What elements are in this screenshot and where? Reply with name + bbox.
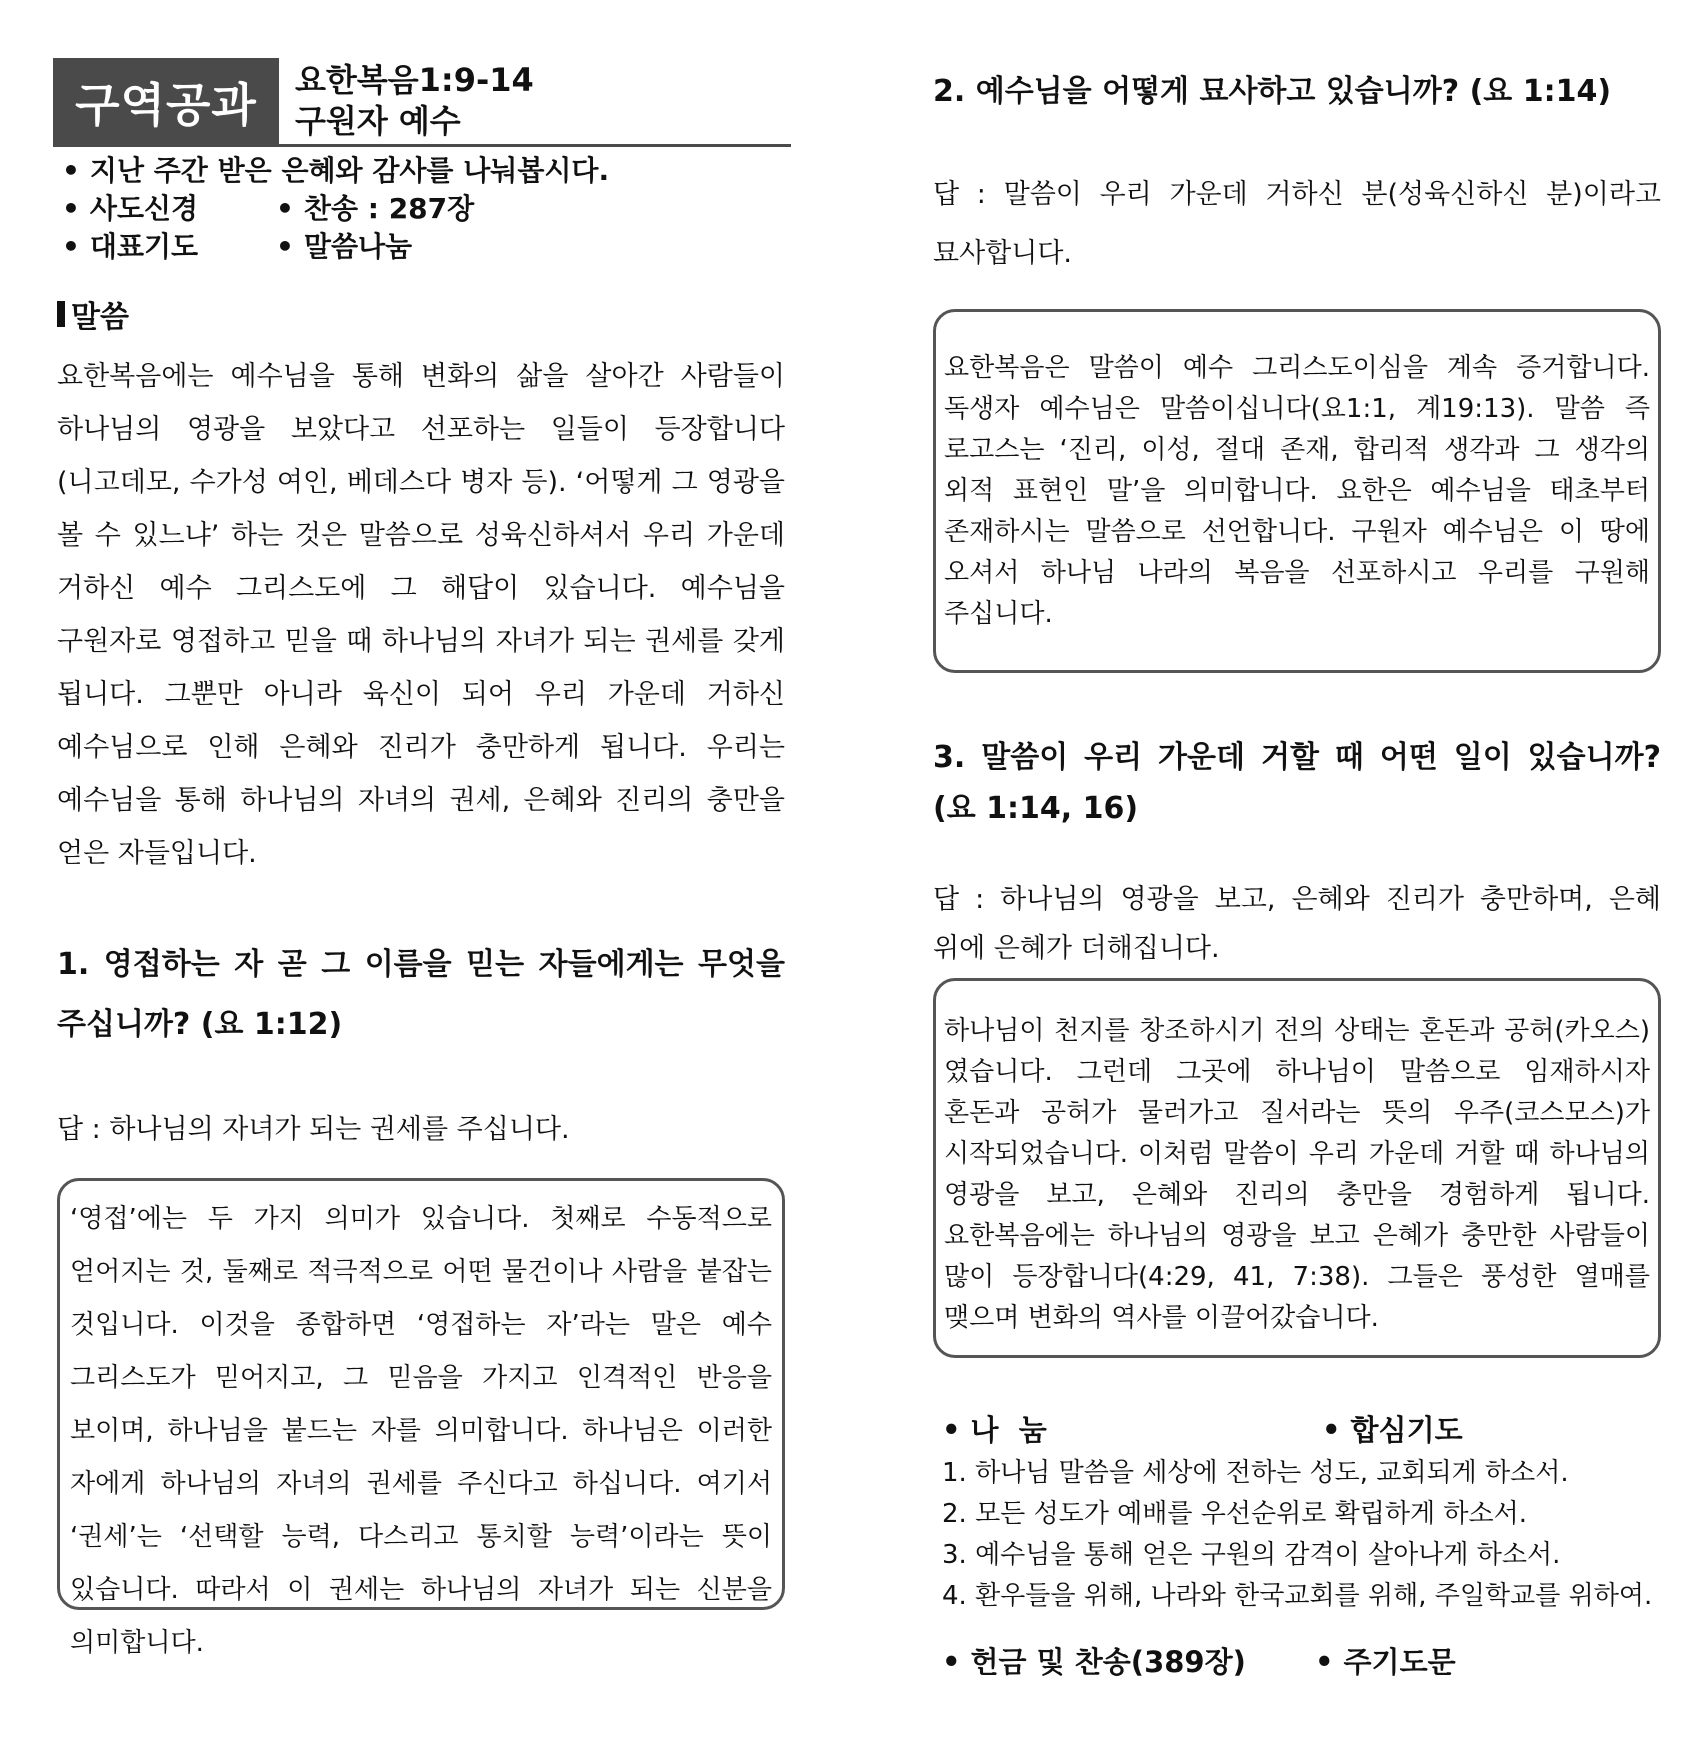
agenda-text: 말씀나눔: [303, 230, 413, 263]
word-body: 요한복음에는 예수님을 통해 변화의 삶을 살아간 사람들이 하나님의 영광을 보았다고 선포하는 일들이 등장합니다(니고데모, 수가성 여인, 베데스다 병자 등). ‘어떻게 그 영광을 볼 수 있느냐’ 하는 것은 말씀으로 성육신하셔서 우리 가운데 거하신 예수 그리스도에 그 해답이 있습니다. 예수님을 구원자로 영접하고 믿을 때 하나님의 자녀가 되는 권세를 갖게 됩니다. 그뿐만 아니라 육신이 되어 우리 가운데 거하신 예수님으로 인해 은혜와 진리가 충만하게 됩니다. 우리는 예수님을 통해 하나님의 자녀의 권세, 은혜와 진리의 충만을 얻은 자들입니다.: [57, 361, 785, 869]
prayer-item: 2. 모든 성도가 예배를 우선순위로 확립하게 하소서.: [942, 1499, 1527, 1529]
answer-2: 답 : 말씀이 우리 가운데 거하신 분(성육신하신 분)이라고 묘사합니다.: [933, 179, 1661, 269]
lesson-header: [53, 58, 791, 146]
agenda-text: 찬송 : 287장: [303, 192, 475, 225]
bullet-icon: •: [942, 1645, 961, 1679]
question-1: 1. 영접하는 자 곧 그 이름을 믿는 자들에게는 무엇을 주십니까? (요 1:12): [57, 947, 785, 1042]
note-box-1: [57, 1178, 785, 1658]
header-divider: [53, 144, 791, 147]
section-bar-icon: [57, 301, 65, 327]
agenda-text: 사도신경: [89, 192, 199, 225]
note-text-1: ‘영접’에는 두 가지 의미가 있습니다. 첫째로 수동적으로 얻어지는 것, 둘째로 적극적으로 어떤 물건이나 사람을 붙잡는 것입니다. 이것을 종합하면 ‘영접하는 자’라는 말은 예수 그리스도가 믿어지고, 그 믿음을 가지고 인격적인 반응을 보이며, 하나님을 붙드는 자를 의미합니다. 하나님은 이러한 자에게 하나님의 자녀의 권세를 주신다고 하십니다. 여기서 ‘권세’는 ‘선택할 능력, 다스리고 통치할 능력’이라는 뜻이 있습니다. 따라서 이 권세는 하나님의 자녀가 되는 신분을 의미합니다.: [70, 1204, 772, 1658]
prayer-item: 1. 하나님 말씀을 세상에 전하는 성도, 교회되게 하소서.: [942, 1458, 1569, 1488]
agenda-item-right: [276, 190, 474, 228]
note-text-3: 하나님이 천지를 창조하시기 전의 상태는 혼돈과 공허(카오스)였습니다. 그런데 그곳에 하나님이 말씀으로 임재하시자 혼돈과 공허가 물러가고 질서라는 뜻의 우주(코스모스)가 시작되었습니다. 이처럼 말씀이 우리 가운데 거할 때 하나님의 영광을 보고, 은혜와 진리의 충만을 경험하게 됩니다. 요한복음에는 하나님의 영광을 보고 은혜가 충만한 사람들이 많이 등장합니다(4:29, 41, 7:38). 그들은 풍성한 열매를 맺으며 변화의 역사를 이끌어갔습니다.: [944, 1016, 1650, 1333]
prayer-item: 3. 예수님을 통해 얻은 구원의 감격이 살아나게 하소서.: [942, 1540, 1561, 1570]
question-2: 2. 예수님을 어떻게 묘사하고 있습니까? (요 1:14): [933, 74, 1612, 109]
lesson-badge: 구역공과: [53, 58, 279, 146]
section-heading-text: 말씀: [71, 300, 129, 335]
offering-heading: 헌금 및 찬송(389장): [970, 1645, 1246, 1679]
bullet-icon: •: [1315, 1645, 1334, 1679]
answer-1: 답 : 하나님의 자녀가 되는 권세를 주십니다.: [57, 1114, 570, 1145]
sharing-heading: 나 눔: [970, 1413, 1047, 1447]
note-box-3: [933, 978, 1661, 1358]
header-title-group: [295, 60, 534, 142]
agenda-item-right: [276, 228, 412, 266]
lesson-subtitle: 구원자 예수: [295, 102, 461, 140]
agenda-item: [62, 228, 609, 266]
agenda-list: [62, 152, 609, 266]
note-box-2: [933, 309, 1661, 673]
bullet-icon: •: [62, 230, 80, 263]
offering-row: [942, 1640, 1246, 1681]
question-3: 3. 말씀이 우리 가운데 거할 때 어떤 일이 있습니까? (요 1:14, 16): [933, 740, 1661, 826]
note-text-2: 요한복음은 말씀이 예수 그리스도이심을 계속 증거합니다. 독생자 예수님은 말씀이십니다(요1:1, 계19:13). 말씀 즉 로고스는 ‘진리, 이성, 절대 존재, 합리적 생각과 그 생각의 외적 표현인 말’을 의미합니다. 요한은 예수님을 태초부터 존재하시는 말씀으로 선언합니다. 구원자 예수님은 이 땅에 오셔서 하나님 나라의 복음을 선포하시고 우리를 구원해 주십니다.: [944, 353, 1650, 629]
bullet-icon: •: [276, 230, 294, 263]
prayer-heading-row: [1322, 1408, 1463, 1449]
lords-prayer-heading: 주기도문: [1343, 1645, 1456, 1679]
bullet-icon: •: [276, 192, 294, 225]
prayer-heading: 합심기도: [1350, 1413, 1463, 1447]
section-heading: [57, 292, 129, 336]
prayer-item: 4. 환우들을 위해, 나라와 한국교회를 위해, 주일학교를 위하여.: [942, 1581, 1653, 1611]
bullet-icon: •: [62, 154, 80, 187]
closing-heading-row: [942, 1408, 1047, 1449]
bullet-icon: •: [942, 1413, 961, 1447]
lords-prayer-row: [1315, 1640, 1456, 1681]
prayer-list: [942, 1453, 1652, 1617]
agenda-item: [62, 152, 609, 190]
bullet-icon: •: [1322, 1413, 1341, 1447]
agenda-text: 대표기도: [89, 230, 199, 263]
scripture-reference: 요한복음1:9-14: [295, 61, 534, 99]
bullet-icon: •: [62, 192, 80, 225]
answer-3: 답 : 하나님의 영광을 보고, 은혜와 진리가 충만하며, 은혜 위에 은혜가 더해집니다.: [933, 884, 1661, 964]
agenda-text: 지난 주간 받은 은혜와 감사를 나눠봅시다.: [89, 154, 610, 187]
agenda-item: [62, 190, 609, 228]
